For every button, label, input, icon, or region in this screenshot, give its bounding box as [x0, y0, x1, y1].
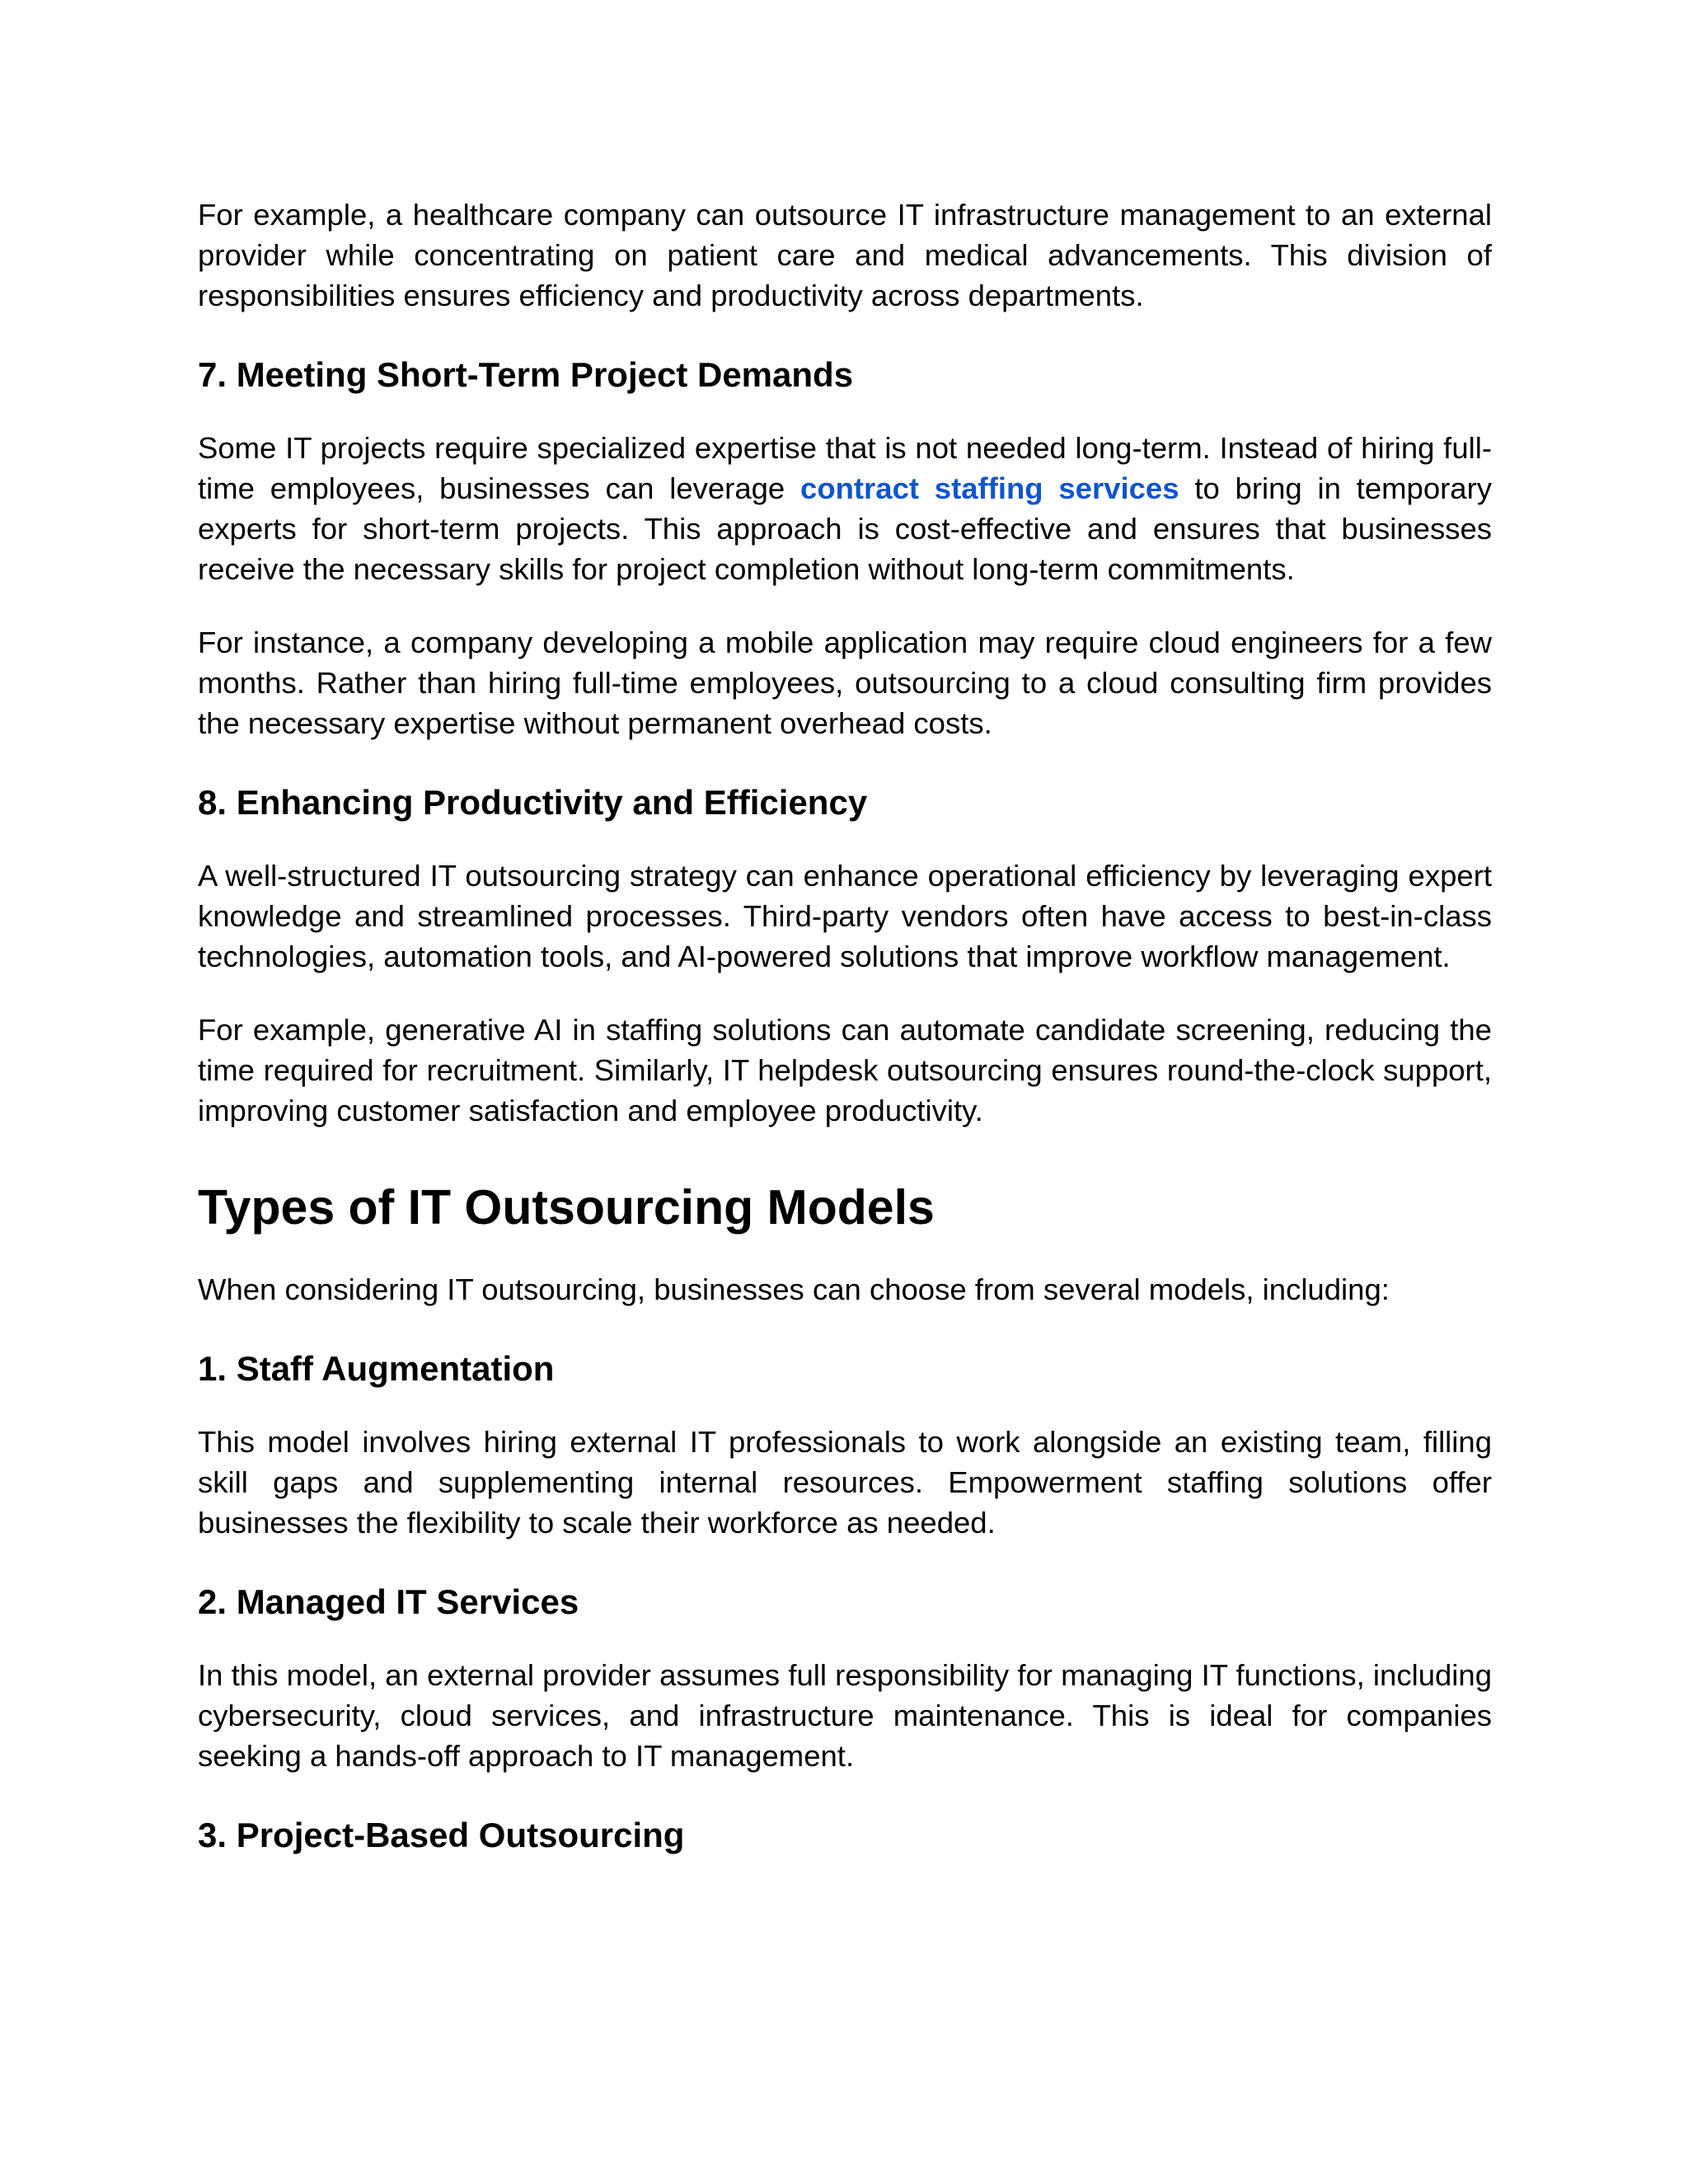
- contract-staffing-link[interactable]: contract staffing services: [800, 471, 1179, 505]
- document-page: [198, 194, 1492, 1857]
- paragraph-staff-augmentation: This model involves hiring external IT professionals to work alongside an existing team, filling skill gaps and supplementing internal resources. Empowerment staffing solutions offer businesses the flexibility to scale their workforce as needed.: [198, 1425, 1492, 1540]
- paragraph-text: to bring in temporary experts for short-term projects. This approach is cost-effective and ensures that businesses receive the necessary skills for project completion without long-term commitments.: [198, 471, 1492, 586]
- paragraph-healthcare-example: For example, a healthcare company can outsource IT infrastructure management to an external provider while concentrating on patient care and medical advancements. This division of responsibilities ensures efficiency and productivity across departments.: [198, 198, 1492, 312]
- paragraph-models-intro: When considering IT outsourcing, businesses can choose from several models, including:: [198, 1272, 1390, 1306]
- paragraph-managed-services: In this model, an external provider assumes full responsibility for managing IT functions, including cybersecurity, cloud services, and infrastructure maintenance. This is ideal for companies seeking a hands-off approach to IT management.: [198, 1658, 1492, 1773]
- paragraph-short-term-projects: [198, 428, 1492, 589]
- paragraph-text: Some IT projects require specialized expertise that is not needed long-term. Instead of hiring full-time employees, businesses can leverage: [198, 431, 1492, 505]
- heading-project-based: 3. Project-Based Outsourcing: [198, 1816, 685, 1854]
- paragraph-generative-ai-example: For example, generative AI in staffing solutions can automate candidate screening, reducing the time required for recruitment. Similarly, IT helpdesk outsourcing ensures round-the-clock support, improving customer satisfaction and employee productivity.: [198, 1013, 1492, 1127]
- heading-outsourcing-models: Types of IT Outsourcing Models: [198, 1180, 935, 1235]
- paragraph-mobile-app-example: For instance, a company developing a mobile application may require cloud engineers for a few months. Rather than hiring full-time employees, outsourcing to a cloud consulting firm provides the necessary expertise without permanent overhead costs.: [198, 626, 1492, 740]
- heading-short-term-demands: 7. Meeting Short-Term Project Demands: [198, 355, 854, 394]
- heading-managed-services: 2. Managed IT Services: [198, 1582, 579, 1621]
- heading-staff-augmentation: 1. Staff Augmentation: [198, 1349, 555, 1388]
- paragraph-outsourcing-strategy: A well-structured IT outsourcing strategy can enhance operational efficiency by leveraging expert knowledge and streamlined processes. Third-party vendors often have access to best-in-class technologies, automation tools, and AI-powered solutions that improve workflow management.: [198, 859, 1492, 973]
- heading-productivity: 8. Enhancing Productivity and Efficiency: [198, 783, 868, 822]
